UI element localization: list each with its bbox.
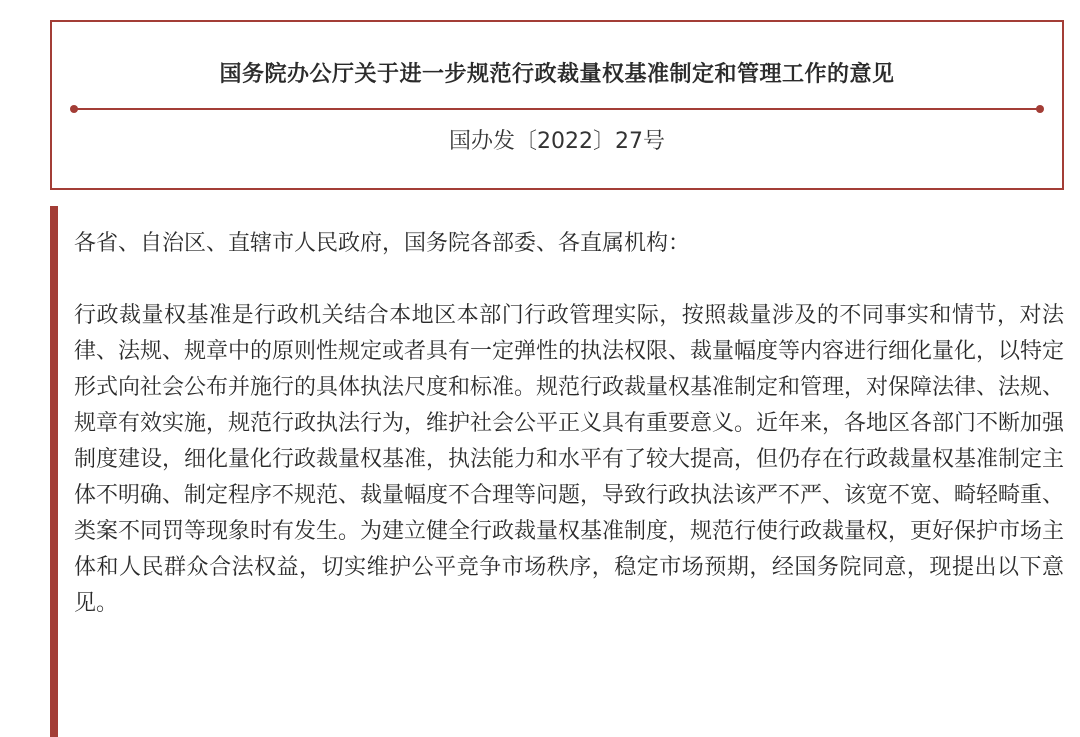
document-title: 国务院办公厅关于进一步规范行政裁量权基准制定和管理工作的意见 [219, 62, 895, 87]
body-paragraph: 行政裁量权基准是行政机关结合本地区本部门行政管理实际，按照裁量涉及的不同事实和情节，对法律、法规、规章中的原则性规定或者具有一定弹性的执法权限、裁量幅度等内容进行细化量化，以特定形式向社会公布并施行的具体执法尺度和标准。规范行政裁量权基准制定和管理，对保障法律、法规、规章有效实施，规范行政执法行为，维护社会公平正义具有重要意义。近年来，各地区各部门不断加强制度建设，细化量化行政裁量权基准，执法能力和水平有了较大提高，但仍存在行政裁量权基准制定主体不明确、制定程序不规范、裁量幅度不合理等问题，导致行政执法该严不严、该宽不宽、畸轻畸重、类案不同罚等现象时有发生。为建立健全行政裁量权基准制度，规范行使行政裁量权，更好保护市场主体和人民群众合法权益，切实维护公平竞争市场秩序，稳定市场预期，经国务院同意，现提出以下意见。 [74, 303, 1065, 616]
title-divider [74, 108, 1040, 110]
document-number: 国办发〔2022〕27号 [449, 129, 665, 154]
document-body [50, 206, 1064, 737]
divider-right-dot [1036, 105, 1044, 113]
divider-left-dot [70, 105, 78, 113]
salutation: 各省、自治区、直辖市人民政府，国务院各部委、各直属机构： [74, 231, 691, 256]
title-box [50, 20, 1064, 190]
